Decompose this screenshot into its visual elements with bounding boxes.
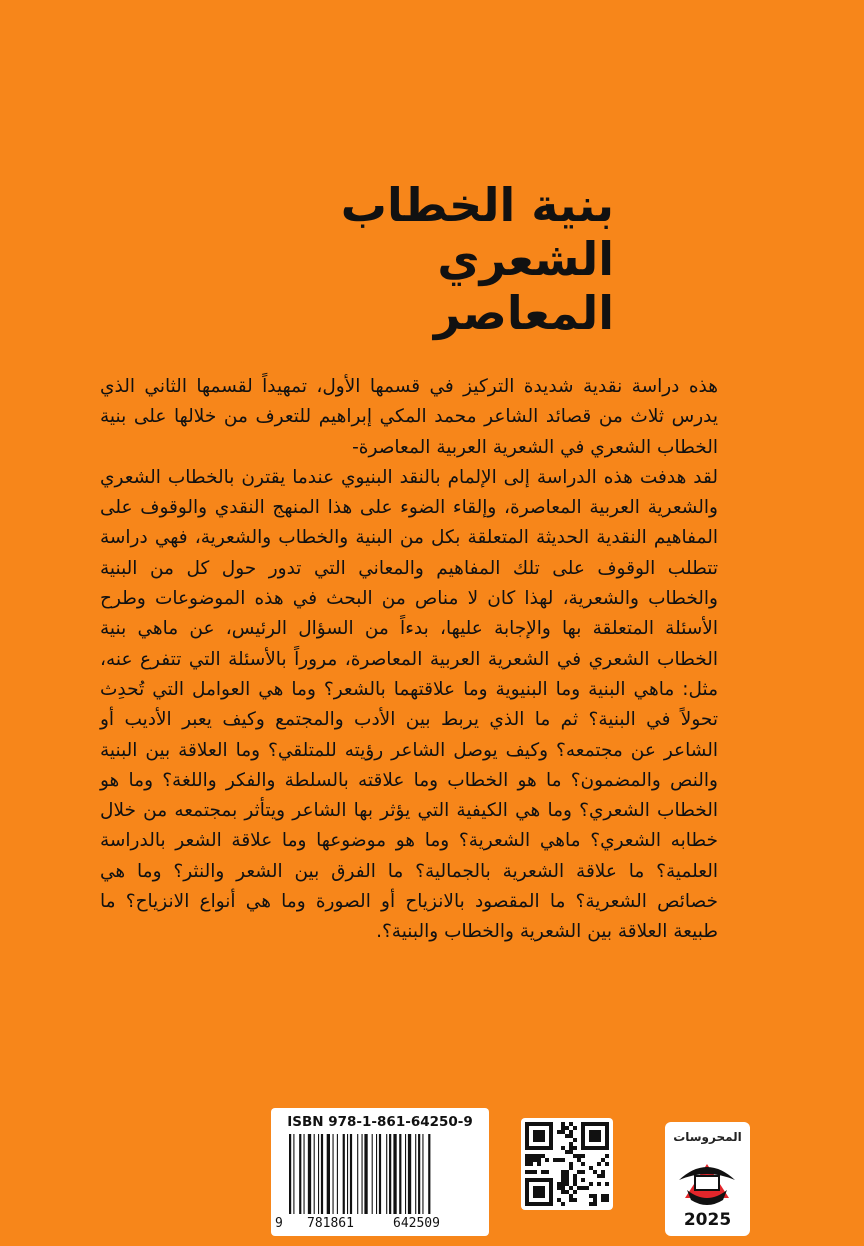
barcode-digit-first: 9 xyxy=(275,1216,283,1231)
title-line-2: الشعري xyxy=(437,232,614,286)
publisher-emblem-icon xyxy=(665,1146,750,1216)
qr-code xyxy=(521,1118,613,1210)
barcode-bars xyxy=(285,1134,475,1214)
blurb-paragraph-1: هذه دراسة نقدية شديدة التركيز في قسمها الأول، تمهيداً لقسمها الثاني الذي يدرس ثلاث من قصائد الشاعر محمد المكي إبراهيم للتعرف من خلالها على بنية الخطاب الشعري في الشعرية العربية المعاصرة- xyxy=(100,376,718,458)
barcode-digits-right: 642509 xyxy=(393,1216,440,1231)
isbn-text: ISBN 978-1-861-64250-9 xyxy=(287,1114,473,1130)
qr-code-icon xyxy=(521,1118,613,1210)
title-line-3: المعاصر xyxy=(433,286,614,340)
barcode-digits-left: 781861 xyxy=(307,1216,354,1231)
blurb-text xyxy=(100,372,718,948)
blurb-paragraph-2: لقد هدفت هذه الدراسة إلى الإلمام بالنقد البنيوي عندما يقترن بالخطاب الشعري والشعرية العربية المعاصرة، وإلقاء الضوء على هذا المنهج النقدي والوقوف على المفاهيم النقدية الحديثة المتعلقة بكل من البنية والخطاب والشعرية، فهي دراسة تتطلب الوقوف على تلك المفاهيم والمعاني التي تدور حول كل من البنية والخطاب والشعرية، لهذا كان لا مناص من البحث في هذه الموضوعات وطرح الأسئلة المتعلقة بها والإجابة عليها، بدءاً من السؤال الرئيس، عن ماهي بنية الخطاب الشعري في الشعرية العربية المعاصرة، مروراً بالأسئلة التي تتفرع عنه، مثل: ماهي البنية وما البنيوية وما علاقتهما بالشعر؟ وما هي العوامل التي تُحدِث تحولاً في البنية؟ ثم ما الذي يربط بين الأدب والمجتمع وكيف يعبر الأديب أو الشاعر عن مجتمعه؟ وكيف يوصل الشاعر رؤيته للمتلقي؟ وما العلاقة بين البنية والنص والمضمون؟ ما هو الخطاب وما علاقته بالسلطة والفكر واللغة؟ وما هو الخطاب الشعري؟ وما هي الكيفية التي يؤثر بها الشاعر ويتأثر بمجتمعه من خلال خطابه الشعري؟ ماهي الشعرية؟ وما هو موضوعها وما علاقة الشعر بالدراسة العلمية؟ ما علاقة الشعرية بالجمالية؟ ما الفرق بين الشعر والنثر؟ وما هي خصائص الشعرية؟ ما المقصود بالانزياح أو الصورة وما هي أنواع الانزياح؟ ما طبيعة العلاقة بين الشعرية والخطاب والبنية؟. xyxy=(100,466,718,943)
publisher-logo xyxy=(665,1122,750,1236)
barcode-label xyxy=(271,1108,489,1236)
title-line-1: بنية الخطاب xyxy=(340,178,614,232)
book-title xyxy=(194,178,614,340)
publisher-name: المحروسات xyxy=(673,1130,742,1144)
publication-year: 2025 xyxy=(683,1210,732,1230)
